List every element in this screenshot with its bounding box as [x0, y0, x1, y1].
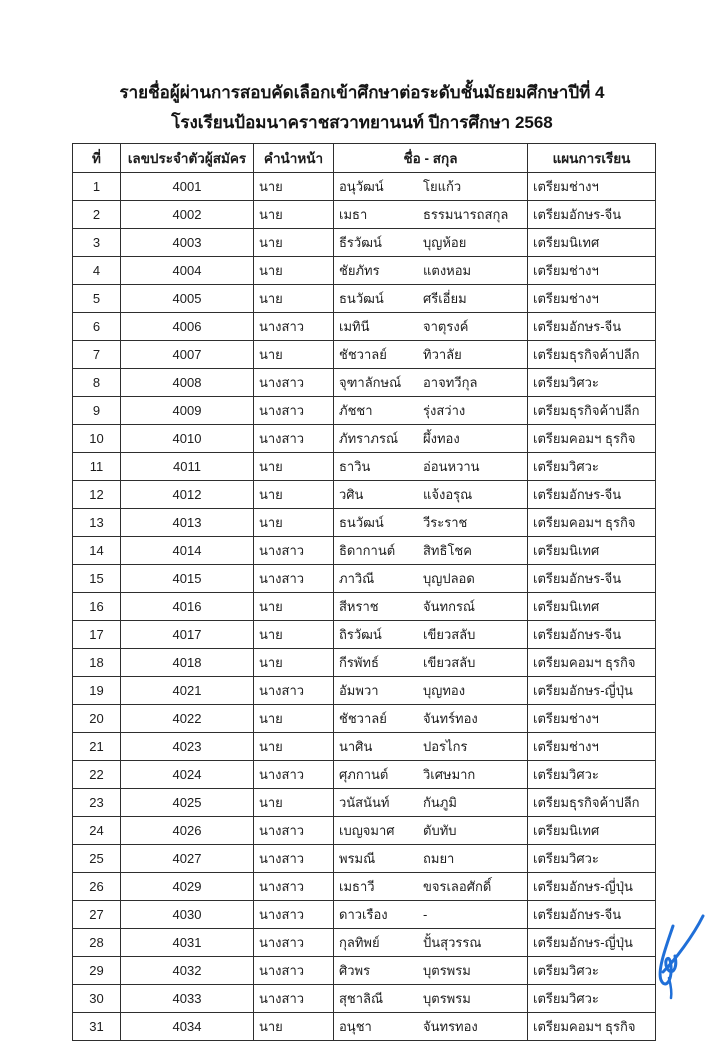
first-name: เมทินี	[339, 319, 370, 334]
table-row	[73, 957, 656, 985]
cell-study-plan: เตรียมอักษร-จีน	[528, 621, 656, 649]
cell-title-prefix: นางสาว	[254, 817, 334, 845]
first-name: กุลทิพย์	[339, 935, 380, 950]
table-row	[73, 901, 656, 929]
table-row	[73, 341, 656, 369]
cell-applicant-id: 4030	[121, 901, 254, 929]
table-row	[73, 677, 656, 705]
cell-title-prefix: นางสาว	[254, 985, 334, 1013]
cell-row-number: 1	[73, 173, 121, 201]
table-row	[73, 453, 656, 481]
student-table-header	[73, 144, 656, 173]
last-name: เขียวสลับ	[423, 627, 476, 642]
cell-study-plan: เตรียมวิศวะ	[528, 453, 656, 481]
cell-study-plan: เตรียมนิเทศ	[528, 817, 656, 845]
first-name: กีรพัทธ์	[339, 655, 379, 670]
table-row	[73, 873, 656, 901]
cell-title-prefix: นาย	[254, 453, 334, 481]
cell-applicant-id: 4011	[121, 453, 254, 481]
header-no: ที่	[73, 144, 121, 173]
last-name: ขจรเลอศักดิ์	[423, 879, 492, 894]
first-name: ธิดากานต์	[339, 543, 396, 558]
first-name: ชัชวาลย์	[339, 711, 387, 726]
cell-row-number: 28	[73, 929, 121, 957]
first-name: สุชาลิณี	[339, 991, 384, 1006]
cell-study-plan: เตรียมอักษร-จีน	[528, 481, 656, 509]
cell-title-prefix: นาย	[254, 257, 334, 285]
cell-full-name	[334, 593, 528, 621]
first-name: อนุวัฒน์	[339, 179, 384, 194]
signature-tail-stroke	[669, 978, 671, 998]
first-name: นาศิน	[339, 739, 373, 754]
cell-applicant-id: 4013	[121, 509, 254, 537]
last-name: ธรรมนารถสกุล	[423, 207, 509, 222]
cell-title-prefix: นางสาว	[254, 845, 334, 873]
first-name: เมธา	[339, 207, 368, 222]
first-name: ธาวิน	[339, 459, 371, 474]
last-name: บุตรพรม	[423, 991, 471, 1006]
last-name: ผึ้งทอง	[423, 431, 460, 446]
cell-full-name	[334, 201, 528, 229]
cell-title-prefix: นาย	[254, 285, 334, 313]
cell-study-plan: เตรียมวิศวะ	[528, 761, 656, 789]
cell-title-prefix: นาย	[254, 481, 334, 509]
cell-applicant-id: 4025	[121, 789, 254, 817]
cell-title-prefix: นางสาว	[254, 873, 334, 901]
document-header	[0, 78, 724, 138]
first-name: ศิวพร	[339, 963, 371, 978]
cell-title-prefix: นาย	[254, 649, 334, 677]
cell-title-prefix: นาย	[254, 733, 334, 761]
cell-full-name	[334, 397, 528, 425]
table-row	[73, 313, 656, 341]
cell-row-number: 27	[73, 901, 121, 929]
cell-applicant-id: 4007	[121, 341, 254, 369]
table-row	[73, 817, 656, 845]
cell-full-name	[334, 369, 528, 397]
cell-row-number: 4	[73, 257, 121, 285]
last-name: ถมยา	[423, 851, 455, 866]
cell-row-number: 21	[73, 733, 121, 761]
table-row	[73, 257, 656, 285]
cell-full-name	[334, 789, 528, 817]
table-row	[73, 285, 656, 313]
cell-title-prefix: นางสาว	[254, 425, 334, 453]
table-row	[73, 845, 656, 873]
cell-row-number: 14	[73, 537, 121, 565]
cell-title-prefix: นางสาว	[254, 957, 334, 985]
table-row	[73, 481, 656, 509]
last-name: จาตุรงค์	[423, 319, 469, 334]
cell-row-number: 3	[73, 229, 121, 257]
header-prefix: คำนำหน้า	[254, 144, 334, 173]
cell-row-number: 11	[73, 453, 121, 481]
last-name: -	[423, 907, 428, 922]
first-name: ชัชวาลย์	[339, 347, 387, 362]
table-row	[73, 565, 656, 593]
last-name: กันภูมิ	[423, 795, 457, 810]
student-table-body	[73, 173, 656, 1041]
header-plan: แผนการเรียน	[528, 144, 656, 173]
cell-applicant-id: 4016	[121, 593, 254, 621]
table-row	[73, 621, 656, 649]
first-name: วนัสนันท์	[339, 795, 390, 810]
last-name: บุญทอง	[423, 683, 466, 698]
document-title-line2: โรงเรียนป้อมนาคราชสวาทยานนท์ ปีการศึกษา 2568	[171, 112, 553, 132]
cell-applicant-id: 4005	[121, 285, 254, 313]
cell-row-number: 30	[73, 985, 121, 1013]
cell-study-plan: เตรียมอักษร-จีน	[528, 901, 656, 929]
cell-full-name	[334, 229, 528, 257]
cell-applicant-id: 4024	[121, 761, 254, 789]
cell-applicant-id: 4022	[121, 705, 254, 733]
last-name: ทิวาลัย	[423, 347, 462, 362]
table-row	[73, 761, 656, 789]
cell-study-plan: เตรียมวิศวะ	[528, 845, 656, 873]
cell-full-name	[334, 537, 528, 565]
last-name: ปั้นสุวรรณ	[423, 935, 482, 950]
cell-title-prefix: นาย	[254, 229, 334, 257]
cell-row-number: 16	[73, 593, 121, 621]
cell-applicant-id: 4023	[121, 733, 254, 761]
cell-study-plan: เตรียมธุรกิจค้าปลีก	[528, 789, 656, 817]
cell-title-prefix: นาย	[254, 705, 334, 733]
cell-study-plan: เตรียมคอมฯ ธุรกิจ	[528, 509, 656, 537]
cell-title-prefix: นาย	[254, 341, 334, 369]
first-name: ภัทราภรณ์	[339, 431, 399, 446]
pen-signature-mark	[645, 908, 720, 1008]
cell-study-plan: เตรียมวิศวะ	[528, 369, 656, 397]
cell-title-prefix: นางสาว	[254, 397, 334, 425]
header-name: ชื่อ - สกุล	[334, 144, 528, 173]
first-name: ธนวัฒน์	[339, 515, 384, 530]
cell-full-name	[334, 313, 528, 341]
cell-row-number: 2	[73, 201, 121, 229]
cell-study-plan: เตรียมอักษร-ญี่ปุ่น	[528, 929, 656, 957]
cell-applicant-id: 4012	[121, 481, 254, 509]
first-name: อนุชา	[339, 1019, 372, 1034]
last-name: สิทธิโชค	[423, 543, 472, 558]
table-row	[73, 649, 656, 677]
first-name: ธีรวัฒน์	[339, 235, 382, 250]
last-name: เขียวสลับ	[423, 655, 476, 670]
cell-row-number: 5	[73, 285, 121, 313]
cell-title-prefix: นาย	[254, 173, 334, 201]
cell-study-plan: เตรียมช่างฯ	[528, 257, 656, 285]
cell-row-number: 19	[73, 677, 121, 705]
cell-applicant-id: 4018	[121, 649, 254, 677]
table-row	[73, 733, 656, 761]
last-name: จันทรทอง	[423, 1019, 478, 1034]
cell-row-number: 29	[73, 957, 121, 985]
cell-row-number: 9	[73, 397, 121, 425]
first-name: ภัชชา	[339, 403, 373, 418]
cell-full-name	[334, 845, 528, 873]
cell-full-name	[334, 481, 528, 509]
cell-applicant-id: 4021	[121, 677, 254, 705]
cell-applicant-id: 4017	[121, 621, 254, 649]
first-name: จุฑาลักษณ์	[339, 375, 402, 390]
cell-study-plan: เตรียมวิศวะ	[528, 985, 656, 1013]
cell-study-plan: เตรียมนิเทศ	[528, 593, 656, 621]
cell-study-plan: เตรียมนิเทศ	[528, 537, 656, 565]
cell-full-name	[334, 565, 528, 593]
cell-applicant-id: 4034	[121, 1013, 254, 1041]
first-name: ดาวเรือง	[339, 907, 388, 922]
cell-title-prefix: นาย	[254, 509, 334, 537]
cell-title-prefix: นางสาว	[254, 537, 334, 565]
cell-title-prefix: นางสาว	[254, 761, 334, 789]
cell-full-name	[334, 649, 528, 677]
table-row	[73, 397, 656, 425]
cell-full-name	[334, 733, 528, 761]
cell-study-plan: เตรียมช่างฯ	[528, 705, 656, 733]
cell-row-number: 25	[73, 845, 121, 873]
cell-applicant-id: 4015	[121, 565, 254, 593]
table-row	[73, 425, 656, 453]
table-row	[73, 985, 656, 1013]
cell-title-prefix: นาย	[254, 621, 334, 649]
cell-row-number: 8	[73, 369, 121, 397]
header-id: เลขประจำตัวผู้สมัคร	[121, 144, 254, 173]
cell-title-prefix: นางสาว	[254, 677, 334, 705]
cell-applicant-id: 4031	[121, 929, 254, 957]
cell-study-plan: เตรียมอักษร-ญี่ปุ่น	[528, 677, 656, 705]
cell-study-plan: เตรียมอักษร-ญี่ปุ่น	[528, 873, 656, 901]
cell-applicant-id: 4003	[121, 229, 254, 257]
document-title-line1: รายชื่อผู้ผ่านการสอบคัดเลือกเข้าศึกษาต่อระดับชั้นมัธยมศึกษาปีที่ 4	[119, 83, 605, 102]
cell-row-number: 13	[73, 509, 121, 537]
cell-row-number: 23	[73, 789, 121, 817]
cell-row-number: 26	[73, 873, 121, 901]
last-name: วีระราช	[423, 515, 468, 530]
cell-row-number: 15	[73, 565, 121, 593]
first-name: พรมณี	[339, 851, 376, 866]
signature-loop-stroke	[660, 926, 676, 984]
last-name: ศรีเอี่ยม	[423, 291, 467, 306]
cell-study-plan: เตรียมช่างฯ	[528, 733, 656, 761]
last-name: ตับทับ	[423, 823, 457, 838]
cell-full-name	[334, 817, 528, 845]
cell-full-name	[334, 341, 528, 369]
table-row	[73, 173, 656, 201]
cell-full-name	[334, 705, 528, 733]
table-row	[73, 789, 656, 817]
cell-row-number: 18	[73, 649, 121, 677]
first-name: ธนวัฒน์	[339, 291, 384, 306]
cell-title-prefix: นางสาว	[254, 369, 334, 397]
cell-study-plan: เตรียมนิเทศ	[528, 229, 656, 257]
cell-row-number: 24	[73, 817, 121, 845]
cell-applicant-id: 4010	[121, 425, 254, 453]
cell-full-name	[334, 761, 528, 789]
cell-applicant-id: 4014	[121, 537, 254, 565]
cell-full-name	[334, 285, 528, 313]
table-row	[73, 537, 656, 565]
cell-study-plan: เตรียมคอมฯ ธุรกิจ	[528, 425, 656, 453]
cell-row-number: 17	[73, 621, 121, 649]
cell-applicant-id: 4002	[121, 201, 254, 229]
table-row	[73, 1013, 656, 1041]
cell-study-plan: เตรียมช่างฯ	[528, 285, 656, 313]
cell-row-number: 22	[73, 761, 121, 789]
student-table	[72, 143, 656, 1041]
first-name: อัมพวา	[339, 683, 379, 698]
cell-full-name	[334, 957, 528, 985]
last-name: จันทกรณ์	[423, 599, 475, 614]
cell-study-plan: เตรียมคอมฯ ธุรกิจ	[528, 1013, 656, 1041]
cell-applicant-id: 4032	[121, 957, 254, 985]
first-name: สีหราช	[339, 599, 379, 614]
last-name: โยแก้ว	[423, 179, 462, 194]
cell-study-plan: เตรียมอักษร-จีน	[528, 313, 656, 341]
last-name: บุตรพรม	[423, 963, 471, 978]
table-row	[73, 229, 656, 257]
cell-row-number: 12	[73, 481, 121, 509]
cell-study-plan: เตรียมคอมฯ ธุรกิจ	[528, 649, 656, 677]
header-row	[73, 144, 656, 173]
cell-row-number: 6	[73, 313, 121, 341]
cell-full-name	[334, 509, 528, 537]
first-name: เบญจมาศ	[339, 823, 395, 838]
cell-full-name	[334, 173, 528, 201]
cell-applicant-id: 4001	[121, 173, 254, 201]
last-name: บุญปลอด	[423, 571, 475, 586]
cell-full-name	[334, 257, 528, 285]
cell-title-prefix: นางสาว	[254, 901, 334, 929]
cell-study-plan: เตรียมธุรกิจค้าปลีก	[528, 341, 656, 369]
cell-full-name	[334, 929, 528, 957]
cell-title-prefix: นาย	[254, 201, 334, 229]
last-name: บุญห้อย	[423, 235, 467, 250]
table-row	[73, 369, 656, 397]
cell-row-number: 20	[73, 705, 121, 733]
first-name: ถิรวัฒน์	[339, 627, 382, 642]
first-name: ชัยภัทร	[339, 263, 380, 278]
last-name: รุ่งสว่าง	[423, 403, 466, 418]
cell-study-plan: เตรียมวิศวะ	[528, 957, 656, 985]
table-row	[73, 929, 656, 957]
last-name: อาจทวีกุล	[423, 375, 478, 390]
cell-full-name	[334, 873, 528, 901]
table-row	[73, 201, 656, 229]
cell-row-number: 31	[73, 1013, 121, 1041]
cell-title-prefix: นาย	[254, 593, 334, 621]
cell-applicant-id: 4008	[121, 369, 254, 397]
cell-applicant-id: 4026	[121, 817, 254, 845]
cell-full-name	[334, 621, 528, 649]
cell-full-name	[334, 677, 528, 705]
cell-study-plan: เตรียมอักษร-จีน	[528, 565, 656, 593]
last-name: จันทร์ทอง	[423, 711, 478, 726]
cell-full-name	[334, 453, 528, 481]
signature-flick-stroke	[663, 916, 703, 972]
cell-applicant-id: 4004	[121, 257, 254, 285]
table-row	[73, 593, 656, 621]
first-name: เมธาวี	[339, 879, 375, 894]
first-name: ศุภกานต์	[339, 767, 389, 782]
cell-title-prefix: นาย	[254, 1013, 334, 1041]
last-name: แจ้งอรุณ	[423, 487, 473, 502]
cell-title-prefix: นางสาว	[254, 565, 334, 593]
first-name: วศิน	[339, 487, 364, 502]
cell-applicant-id: 4009	[121, 397, 254, 425]
cell-applicant-id: 4027	[121, 845, 254, 873]
cell-title-prefix: นางสาว	[254, 313, 334, 341]
cell-applicant-id: 4029	[121, 873, 254, 901]
last-name: แตงหอม	[423, 263, 472, 278]
cell-applicant-id: 4006	[121, 313, 254, 341]
last-name: วิเศษมาก	[423, 767, 476, 782]
table-row	[73, 509, 656, 537]
cell-full-name	[334, 425, 528, 453]
cell-applicant-id: 4033	[121, 985, 254, 1013]
cell-row-number: 10	[73, 425, 121, 453]
last-name: ปอรไกร	[423, 739, 468, 754]
table-row	[73, 705, 656, 733]
cell-title-prefix: นาย	[254, 789, 334, 817]
cell-full-name	[334, 901, 528, 929]
last-name: อ่อนหวาน	[423, 459, 480, 474]
cell-row-number: 7	[73, 341, 121, 369]
cell-study-plan: เตรียมช่างฯ	[528, 173, 656, 201]
cell-study-plan: เตรียมอักษร-จีน	[528, 201, 656, 229]
cell-full-name	[334, 1013, 528, 1041]
cell-study-plan: เตรียมธุรกิจค้าปลีก	[528, 397, 656, 425]
first-name: ภาวิณี	[339, 571, 375, 586]
cell-title-prefix: นางสาว	[254, 929, 334, 957]
cell-full-name	[334, 985, 528, 1013]
